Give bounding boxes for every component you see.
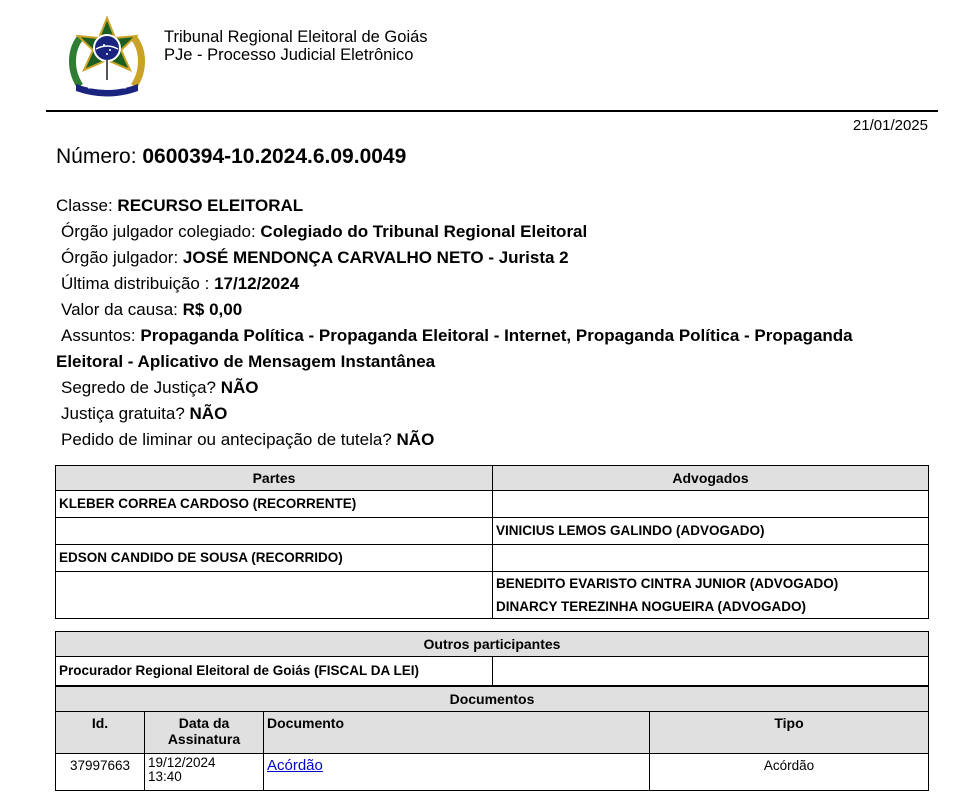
field-classe [56,193,936,219]
field-label: Segredo de Justiça? [61,378,216,397]
doc-date: 19/12/2024 [148,755,216,770]
doc-documento-cell [264,754,650,791]
table-row [56,572,929,619]
advogado-cell [493,572,929,619]
col-documento: Documento [264,712,650,754]
field-distribuicao [56,271,936,297]
field-label: Última distribuição : [61,274,210,293]
field-gratuita [56,401,936,427]
field-label: Pedido de liminar ou antecipação de tutela? [61,430,392,449]
field-value: Eleitoral - Aplicativo de Mensagem Instantânea [56,352,436,371]
doc-data-cell [145,754,264,791]
field-value: NÃO [396,430,435,449]
advogado-cell: VINICIUS LEMOS GALINDO (ADVOGADO) [493,518,929,545]
field-orgao-julgador [56,245,936,271]
field-label: Classe: [56,196,113,215]
document-header [46,10,938,112]
documentos-title: Documentos [56,687,929,712]
col-id: Id. [56,712,145,754]
field-assuntos-cont [56,349,936,375]
field-valor [56,297,936,323]
field-label: Órgão julgador colegiado: [61,222,256,241]
table-row [56,754,929,791]
participante-empty-cell [493,657,929,686]
numero-label: Número: [56,145,137,168]
col-partes: Partes [56,466,493,491]
document-date: 21/01/2025 [852,117,928,134]
advogado-cell [493,491,929,518]
table-row [56,518,929,545]
table-row [56,657,929,686]
col-data-assinatura [145,712,264,754]
process-fields [56,193,936,453]
outros-title: Outros participantes [56,632,929,657]
org-line-2: PJe - Processo Judicial Eletrônico [164,46,414,64]
doc-time: 13:40 [148,769,182,784]
field-value: NÃO [220,378,259,397]
field-label: Assuntos: [61,326,136,345]
col-data-line: Data da [178,715,230,731]
org-line-1: Tribunal Regional Eleitoral de Goiás [164,28,428,46]
field-value: R$ 0,00 [182,300,243,319]
field-value: Propaganda Política - Propaganda Eleitoral - Internet, Propaganda Política - Propaganda [140,326,853,345]
table-row [56,545,929,572]
col-advogados: Advogados [493,466,929,491]
documentos-table [55,686,929,791]
advogado-name: BENEDITO EVARISTO CINTRA JUNIOR (ADVOGADO) [496,576,839,591]
field-label: Valor da causa: [61,300,178,319]
table-row [56,491,929,518]
field-value: Colegiado do Tribunal Regional Eleitoral [260,222,588,241]
field-value: 17/12/2024 [214,274,300,293]
parte-cell [56,518,493,545]
numero-value: 0600394-10.2024.6.09.0049 [142,145,407,168]
documento-link[interactable]: Acórdão [267,757,323,774]
field-orgao-colegiado [56,219,936,245]
field-value: RECURSO ELEITORAL [117,196,304,215]
brazil-coat-of-arms-icon [66,16,148,102]
partes-table [55,465,929,619]
parte-cell: KLEBER CORREA CARDOSO (RECORRENTE) [56,491,493,518]
field-label: Justiça gratuita? [61,404,185,423]
organization-name [164,28,428,64]
col-data-line: Assinatura [167,731,241,747]
field-segredo [56,375,936,401]
doc-tipo-cell: Acórdão [650,754,929,791]
field-value: NÃO [189,404,228,423]
outros-participantes-table [55,631,929,686]
field-liminar [56,427,936,453]
field-value: JOSÉ MENDONÇA CARVALHO NETO - Jurista 2 [182,248,569,267]
parte-cell: EDSON CANDIDO DE SOUSA (RECORRIDO) [56,545,493,572]
participante-cell: Procurador Regional Eleitoral de Goiás (FISCAL DA LEI) [56,657,493,686]
doc-id-cell: 37997663 [56,754,145,791]
advogado-name: DINARCY TEREZINHA NOGUEIRA (ADVOGADO) [496,599,807,614]
advogado-cell [493,545,929,572]
col-tipo: Tipo [650,712,929,754]
parte-cell [56,572,493,619]
field-label: Órgão julgador: [61,248,179,267]
process-number [56,145,406,169]
field-assuntos [56,323,936,349]
